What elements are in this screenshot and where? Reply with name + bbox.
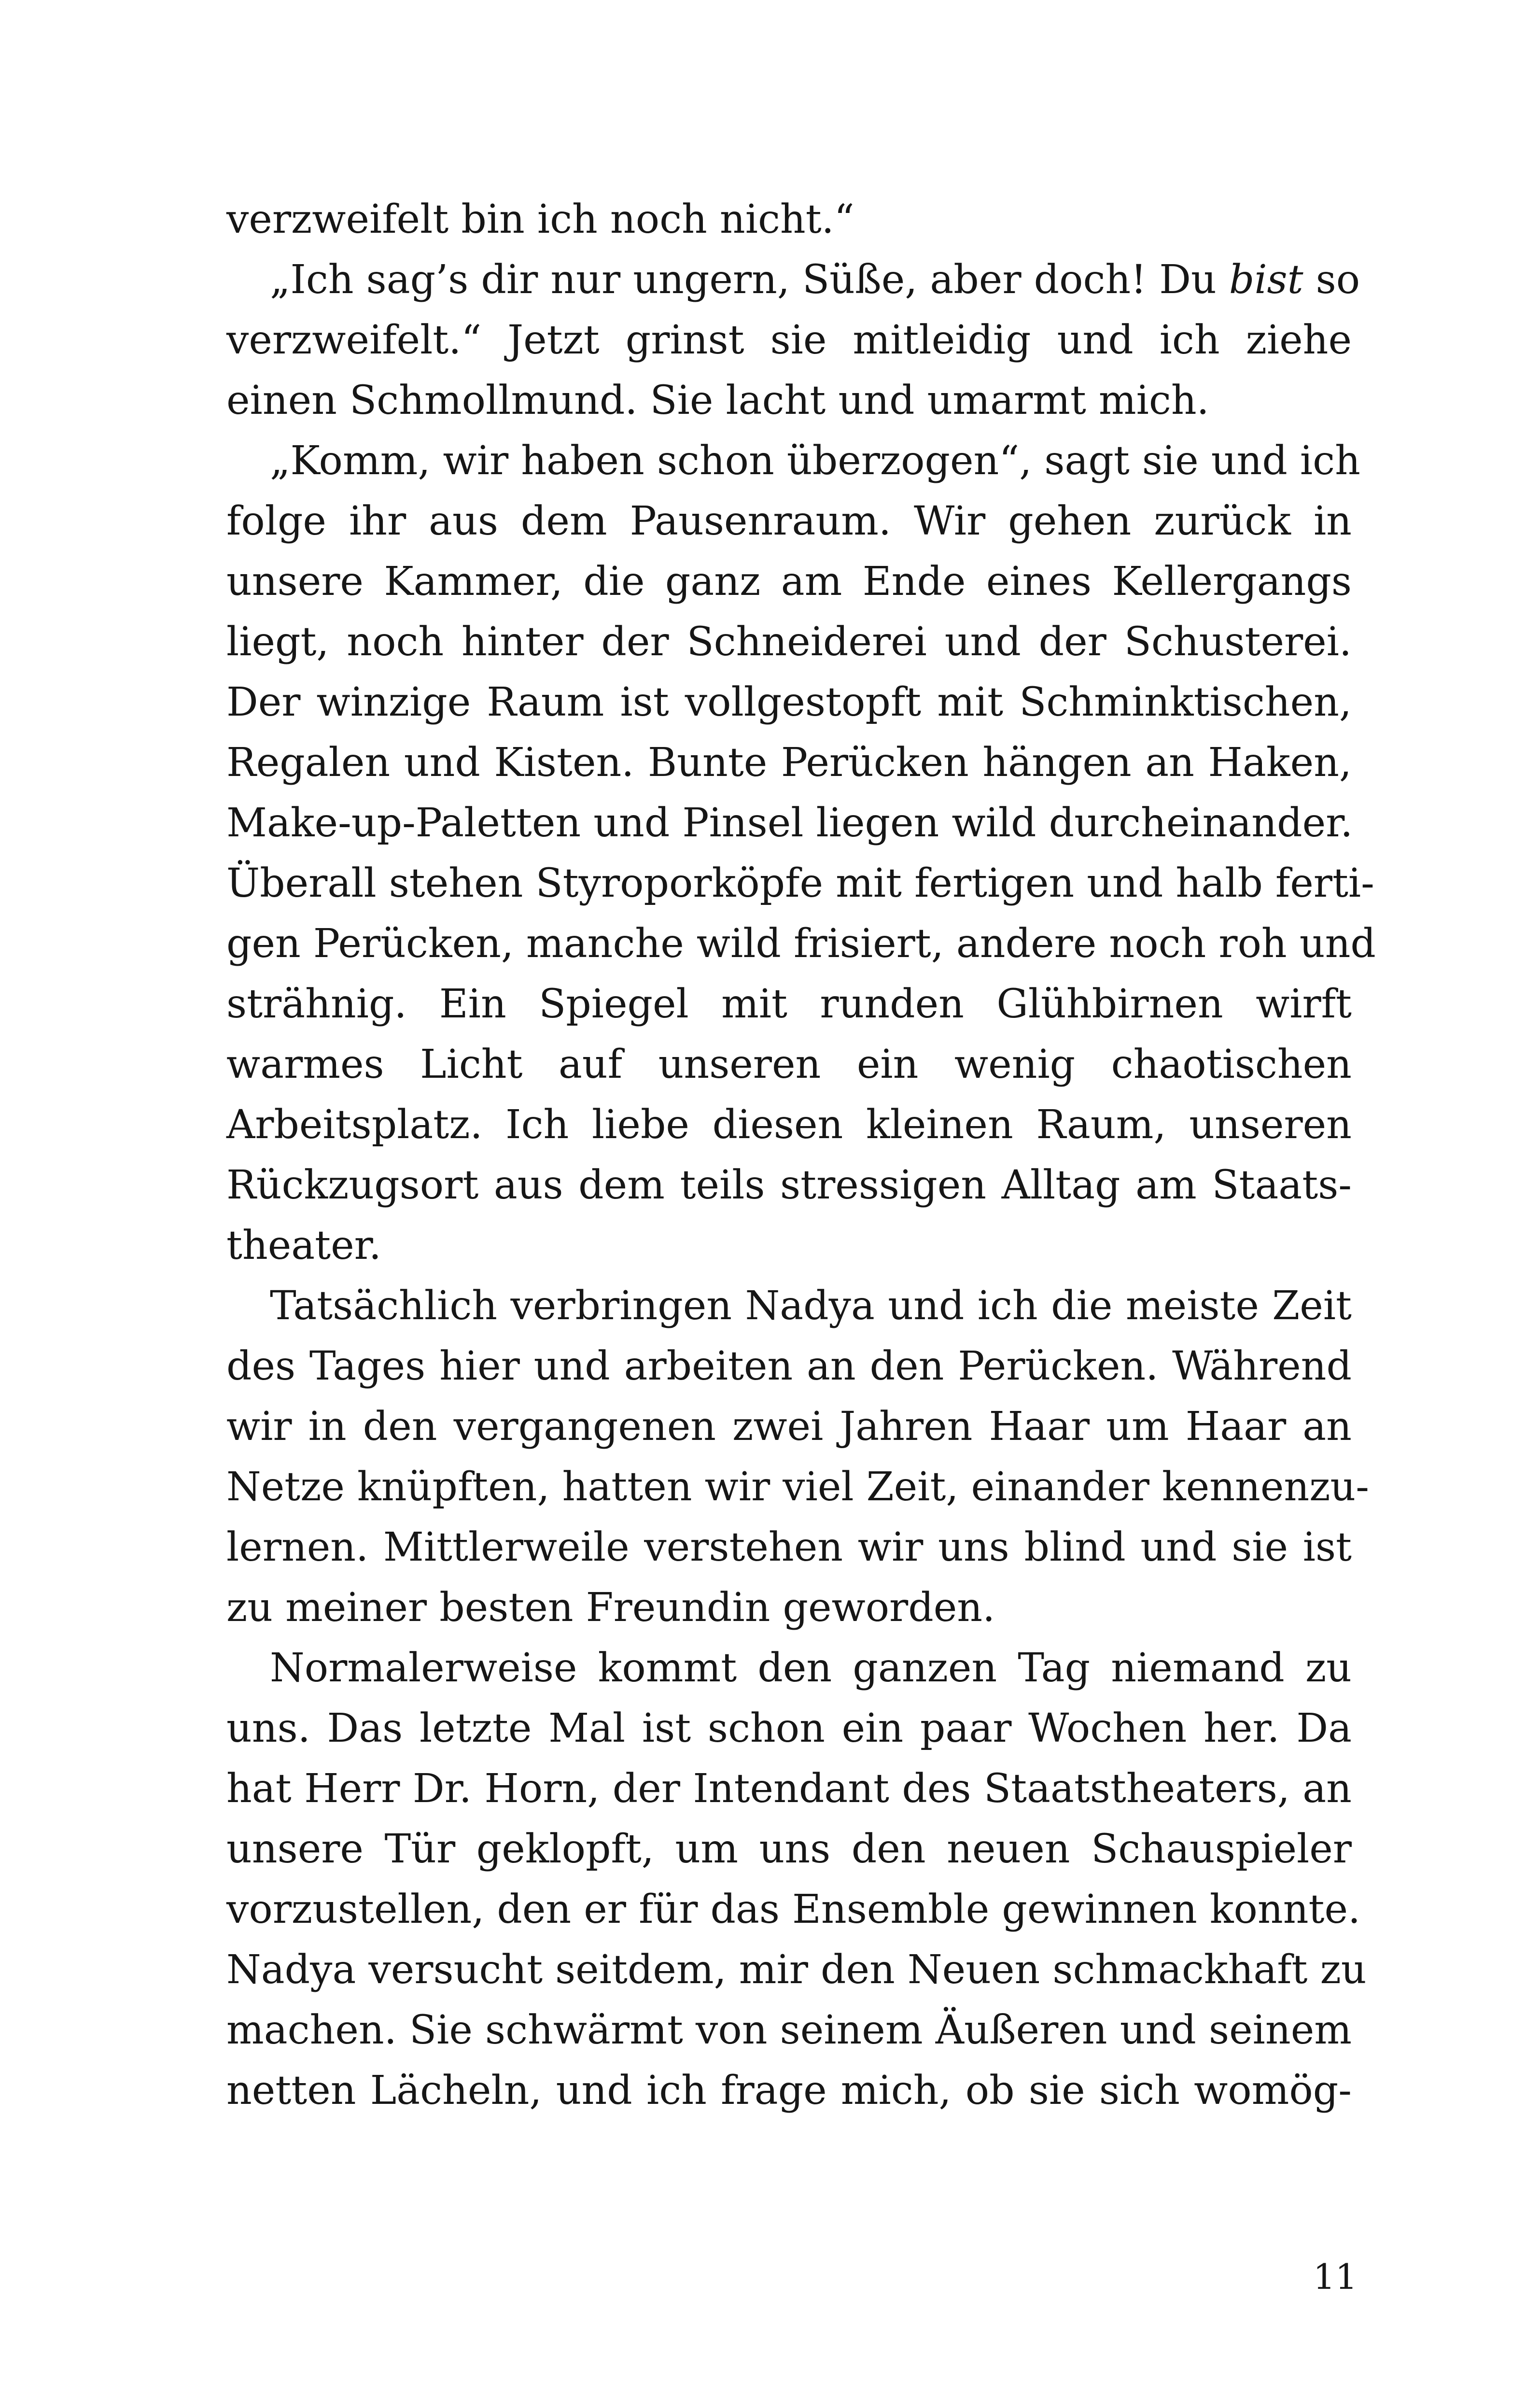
text-line: unsere Kammer, die ganz am Ende eines Kellergangs: [226, 559, 1352, 605]
text-line: verzweifelt.“ Jetzt grinst sie mitleidig und ich ziehe: [226, 317, 1352, 363]
text-run: „Ich sag’s dir nur ungern, Süße, aber doch! Du: [270, 257, 1229, 303]
page-number: 11: [1313, 2256, 1358, 2297]
text-line: wir in den vergangenen zwei Jahren Haar um Haar an: [226, 1404, 1352, 1450]
text-line: zu meiner besten Freundin geworden.: [226, 1585, 995, 1631]
text-line: des Tages hier und arbeiten an den Perücken. Während: [226, 1343, 1352, 1389]
text-line: Tatsächlich verbringen Nadya und ich die meiste Zeit: [270, 1283, 1352, 1329]
text-line: strähnig. Ein Spiegel mit runden Glühbirnen wirft: [226, 981, 1352, 1027]
text-line: Der winzige Raum ist vollgestopft mit Schminktischen,: [226, 679, 1352, 725]
text-line: unsere Tür geklopft, um uns den neuen Schauspieler: [226, 1826, 1352, 1872]
text-line: netten Lächeln, und ich frage mich, ob sie sich womög-: [226, 2068, 1352, 2114]
text-line: Normalerweise kommt den ganzen Tag niemand zu: [270, 1645, 1352, 1691]
text-line: machen. Sie schwärmt von seinem Äußeren und seinem: [226, 2007, 1352, 2053]
text-line: folge ihr aus dem Pausenraum. Wir gehen zurück in: [226, 498, 1352, 544]
text-line: [226, 250, 1360, 310]
text-line: hat Herr Dr. Horn, der Intendant des Staatstheaters, an: [226, 1766, 1352, 1812]
body-text: [226, 189, 1376, 2121]
text-line: „Komm, wir haben schon überzogen“, sagt sie und ich: [270, 438, 1360, 484]
text-line: Überall stehen Styroporköpfe mit fertigen und halb ferti-: [226, 860, 1374, 906]
text-run: so: [1303, 257, 1360, 303]
text-line: liegt, noch hinter der Schneiderei und der Schusterei.: [226, 619, 1352, 665]
text-line: einen Schmollmund. Sie lacht und umarmt mich.: [226, 378, 1209, 423]
text-line: warmes Licht auf unseren ein wenig chaotischen: [226, 1042, 1352, 1087]
text-line: Rückzugsort aus dem teils stressigen Alltag am Staats-: [226, 1162, 1352, 1208]
text-line: Make-up-Paletten und Pinsel liegen wild durcheinander.: [226, 800, 1353, 846]
text-line: gen Perücken, manche wild frisiert, andere noch roh und: [226, 921, 1376, 967]
text-line: uns. Das letzte Mal ist schon ein paar Wochen her. Da: [226, 1705, 1352, 1751]
text-line: verzweifelt bin ich noch nicht.“: [226, 197, 854, 242]
text-line: Regalen und Kisten. Bunte Perücken hängen an Haken,: [226, 740, 1352, 786]
text-line: lernen. Mittlerweile verstehen wir uns blind und sie ist: [226, 1524, 1352, 1570]
text-line: Netze knüpften, hatten wir viel Zeit, einander kennenzu-: [226, 1464, 1369, 1510]
text-line: Arbeitsplatz. Ich liebe diesen kleinen Raum, unseren: [226, 1102, 1352, 1148]
text-line: vorzustellen, den er für das Ensemble gewinnen konnte.: [226, 1887, 1361, 1932]
emphasized-word: bist: [1229, 257, 1303, 303]
text-line: theater.: [226, 1223, 381, 1268]
text-line: Nadya versucht seitdem, mir den Neuen schmackhaft zu: [226, 1947, 1367, 1993]
